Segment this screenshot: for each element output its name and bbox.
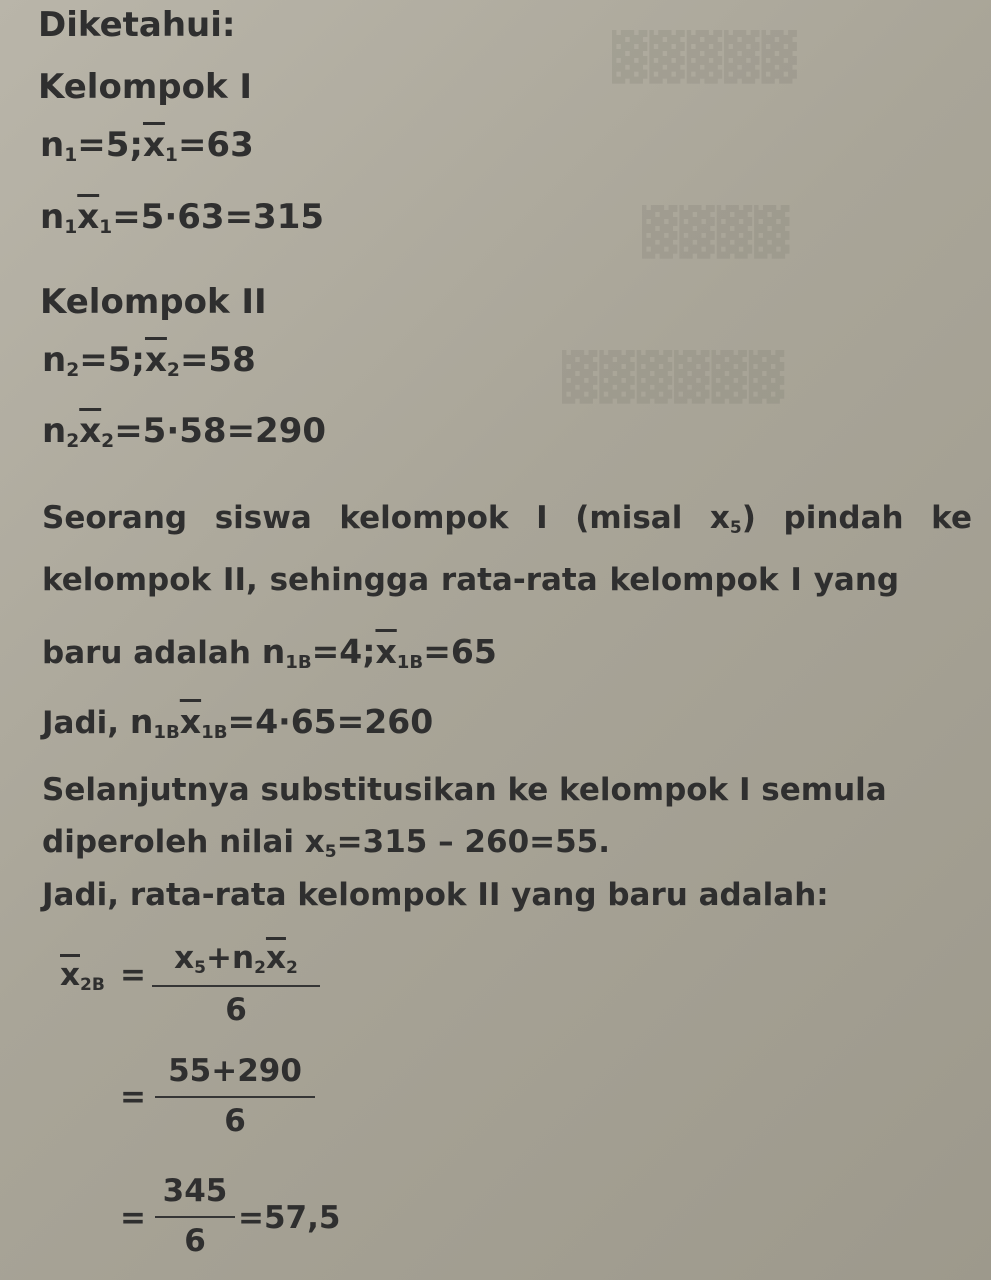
- conclusion-heading: Jadi, rata-rata kelompok II yang baru adalah:: [42, 877, 829, 913]
- fraction-formula: [152, 942, 320, 1028]
- equals-sign: =: [120, 1200, 146, 1236]
- paragraph-1-line-3: baru adalah $n_{1B}=4;\overline{x}_{1B}=65$: [42, 632, 497, 674]
- fraction-bar: [155, 1216, 235, 1218]
- fraction-sum-denominator: 6: [184, 1223, 206, 1260]
- fraction-substituted: [155, 1055, 315, 1139]
- fraction-substituted-denominator: 6: [224, 1103, 246, 1140]
- group-1-equation-sum: $n_1\overline{x}_1=5\cdot 63=315$: [40, 197, 325, 239]
- fraction-formula-denominator: 6: [225, 992, 247, 1029]
- paragraph-1-line-1: Seorang siswa kelompok I (misal $x_5$) pindah ke: [42, 500, 972, 538]
- equals-sign: =: [120, 1079, 146, 1115]
- final-mean-lhs: $\overline{x}_{2B}$: [60, 957, 105, 995]
- paragraph-2-line-1: Selanjutnya substitusikan ke kelompok I semula: [42, 772, 887, 808]
- paragraph-1-line-2: kelompok II, sehingga rata-rata kelompok I yang: [42, 562, 900, 598]
- conclusion-sum-new-group-1: Jadi, $n_{1B}\overline{x}_{1B}=4\cdot 65=260$: [42, 702, 434, 744]
- fraction-sum-numerator: 345: [162, 1173, 228, 1209]
- paragraph-2-line-2: diperoleh nilai $x_5=315 - 260=55$.: [42, 824, 611, 862]
- given-heading: Diketahui:: [38, 5, 236, 45]
- fraction-substituted-numerator: 55+290: [168, 1053, 302, 1089]
- group-1-label: Kelompok I: [38, 67, 253, 107]
- fraction-sum: [155, 1175, 235, 1259]
- group-2-equation-sum: $n_2\overline{x}_2=5\cdot 58=290$: [42, 411, 327, 453]
- bleed-through-shape: ▓▓▓▓: [640, 205, 790, 259]
- group-2-equation-mean: $n_2=5;\overline{x}_2=58$: [42, 340, 256, 382]
- fraction-bar: [155, 1096, 315, 1098]
- bleed-through-shape: ▓▓▓▓▓: [610, 30, 797, 84]
- fraction-bar: [152, 985, 320, 987]
- final-result: =57,5: [238, 1200, 341, 1236]
- fraction-formula-numerator: $x_5+n_2\overline{x}_2$: [174, 940, 298, 978]
- bleed-through-shape: ▓▓▓▓▓▓: [560, 350, 785, 404]
- group-2-label: Kelompok II: [40, 282, 267, 322]
- group-1-equation-mean: $n_1=5;\overline{x}_1=63$: [40, 125, 254, 167]
- equals-sign: =: [120, 957, 146, 993]
